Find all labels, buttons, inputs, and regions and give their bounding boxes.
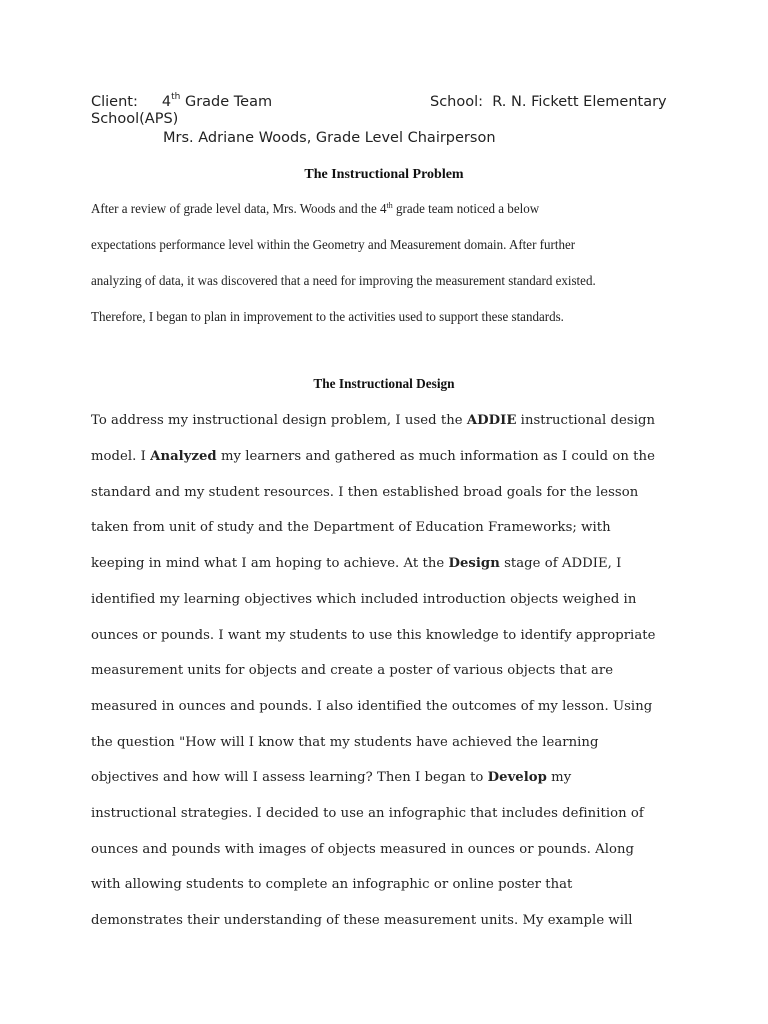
design-line-12: instructional strategies. I decided to use an infographic that includes definition of <box>91 806 644 821</box>
problem-line-3: analyzing of data, it was discovered that a need for improving the measurement standard existed. <box>91 274 596 289</box>
design-line-5c: stage of ADDIE, I <box>499 556 622 571</box>
design-line-13: ounces and pounds with images of objects measured in ounces or pounds. Along <box>91 842 635 857</box>
client-grade-sup: th <box>171 92 181 102</box>
problem-line-1 <box>91 202 649 218</box>
design-line-15: demonstrates their understanding of these measurement units. My example will <box>91 913 633 928</box>
client-grade-rest: Grade Team <box>180 94 273 110</box>
section-heading-design: The Instructional Design <box>313 377 455 392</box>
client-label: Client: <box>91 94 138 110</box>
school-label: School: <box>430 94 484 110</box>
design-line-11a: objectives and how will I assess learning? Then I began to <box>91 770 488 785</box>
design-line-10: the question "How will I know that my students have achieved the learning <box>91 735 599 750</box>
design-line-1 <box>91 413 655 428</box>
problem-line-1-sup: th <box>386 200 393 210</box>
design-line-9: measured in ounces and pounds. I also identified the outcomes of my lesson. Using <box>91 699 653 714</box>
design-line-3: standard and my student resources. I then established broad goals for the lesson <box>91 485 639 500</box>
design-line-14: with allowing students to complete an infographic or online poster that <box>91 877 573 892</box>
design-line-11c: my <box>546 770 572 785</box>
design-line-7: ounces or pounds. I want my students to use this knowledge to identify appropriate <box>91 628 656 643</box>
design-line-4: taken from unit of study and the Department of Education Frameworks; with <box>91 520 611 535</box>
problem-line-4: Therefore, I began to plan in improvement to the activities used to support these standards. <box>91 310 564 325</box>
design-line-11 <box>91 770 571 785</box>
school-value: R. N. Fickett Elementary <box>492 94 667 110</box>
design-line-2a: model. I <box>91 449 151 464</box>
client-line <box>91 94 272 110</box>
design-bold: Design <box>448 556 500 571</box>
design-line-6: identified my learning objectives which included introduction objects weighed in <box>91 592 637 607</box>
problem-line-1b: grade team noticed a below <box>392 202 540 217</box>
addie-bold: ADDIE <box>466 413 517 428</box>
design-line-5a: keeping in mind what I am hoping to achieve. At the <box>91 556 449 571</box>
design-line-1a: To address my instructional design problem, I used the <box>91 413 467 428</box>
design-line-1c: instructional design <box>516 413 656 428</box>
section-heading-problem: The Instructional Problem <box>304 167 464 182</box>
analyzed-bold: Analyzed <box>150 449 217 464</box>
problem-line-2: expectations performance level within the Geometry and Measurement domain. After further <box>91 238 576 253</box>
chairperson-line: Mrs. Adriane Woods, Grade Level Chairperson <box>163 130 496 146</box>
client-grade-num: 4 <box>161 94 172 110</box>
design-line-8: measurement units for objects and create a poster of various objects that are <box>91 663 614 678</box>
school-wrap-line: School(APS) <box>91 111 179 127</box>
develop-bold: Develop <box>487 770 547 785</box>
problem-line-1a: After a review of grade level data, Mrs. Woods and the 4 <box>91 202 387 217</box>
design-line-2 <box>91 449 655 464</box>
design-line-5 <box>91 556 621 571</box>
school-line <box>430 94 667 110</box>
design-line-2c: my learners and gathered as much information as I could on the <box>216 449 655 464</box>
